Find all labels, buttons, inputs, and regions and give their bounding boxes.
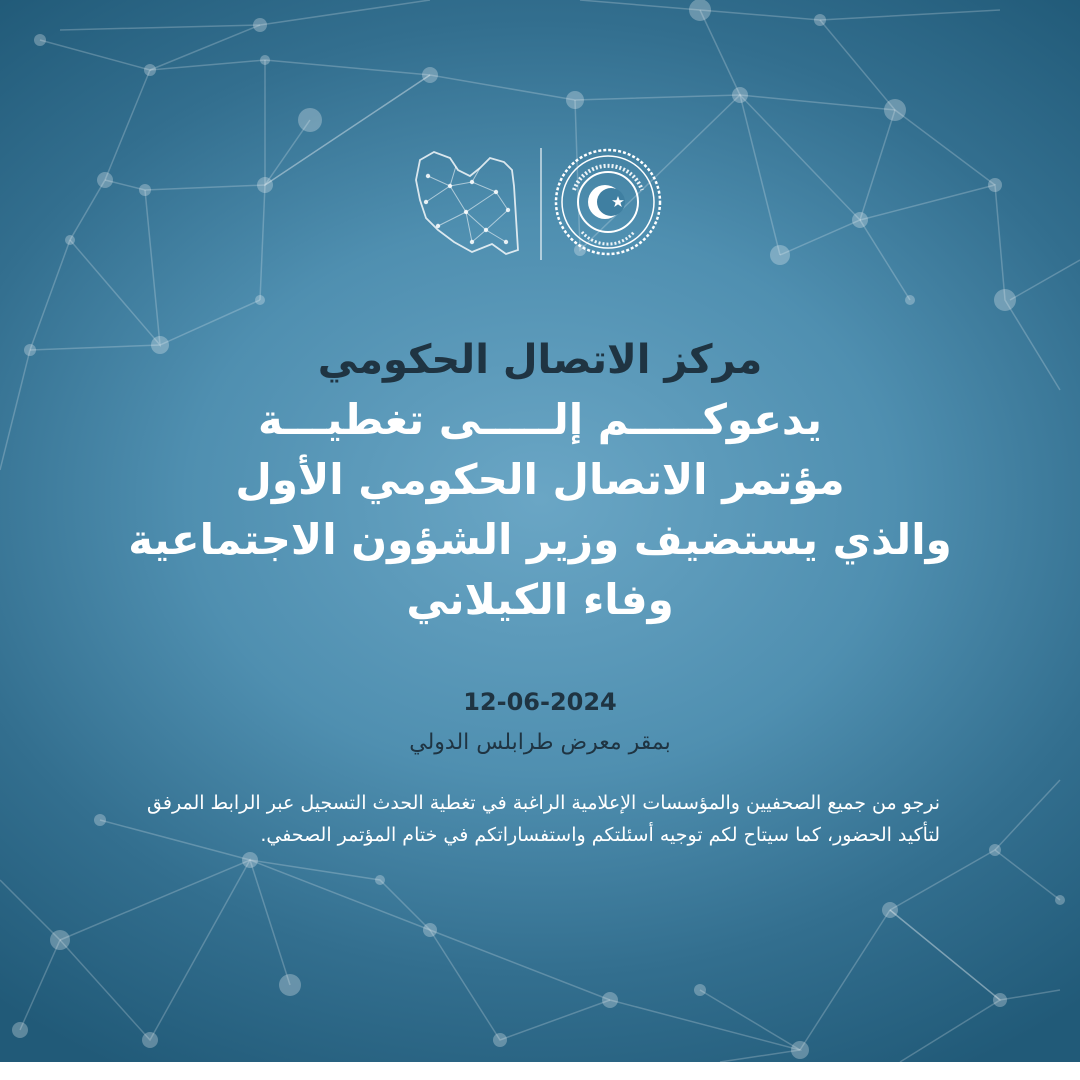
registration-note: نرجو من جميع الصحفيين والمؤسسات الإعلامية الراغبة في تغطية الحدث التسجيل عبر الرابط المرفق لتأكيد الحضور، كما سيتاح لكم توجيه أسئلتكم واستفساراتكم في ختام المؤتمر الصحفي.: [147, 792, 940, 846]
header-logos: [400, 140, 670, 270]
headline-block: [60, 330, 1020, 630]
libya-map-network-icon: [408, 146, 528, 261]
logo-divider: [540, 148, 542, 260]
headline-organization: مركز الاتصال الحكومي: [317, 337, 763, 383]
headline-invitation: يدعوكـــــم إلـــــى تغطيـــة: [258, 395, 822, 444]
headline-guest: والذي يستضيف وزير الشؤون الاجتماعية: [128, 515, 952, 564]
crescent-star-seal-icon: [552, 146, 664, 258]
headline-conference: مؤتمر الاتصال الحكومي الأول: [235, 455, 845, 504]
event-venue: بمقر معرض طرابلس الدولي: [409, 730, 671, 755]
bottom-strip: [0, 1062, 1080, 1080]
headline-guest-name: وفاء الكيلاني: [406, 575, 674, 624]
event-date: 12-06-2024: [463, 688, 617, 716]
